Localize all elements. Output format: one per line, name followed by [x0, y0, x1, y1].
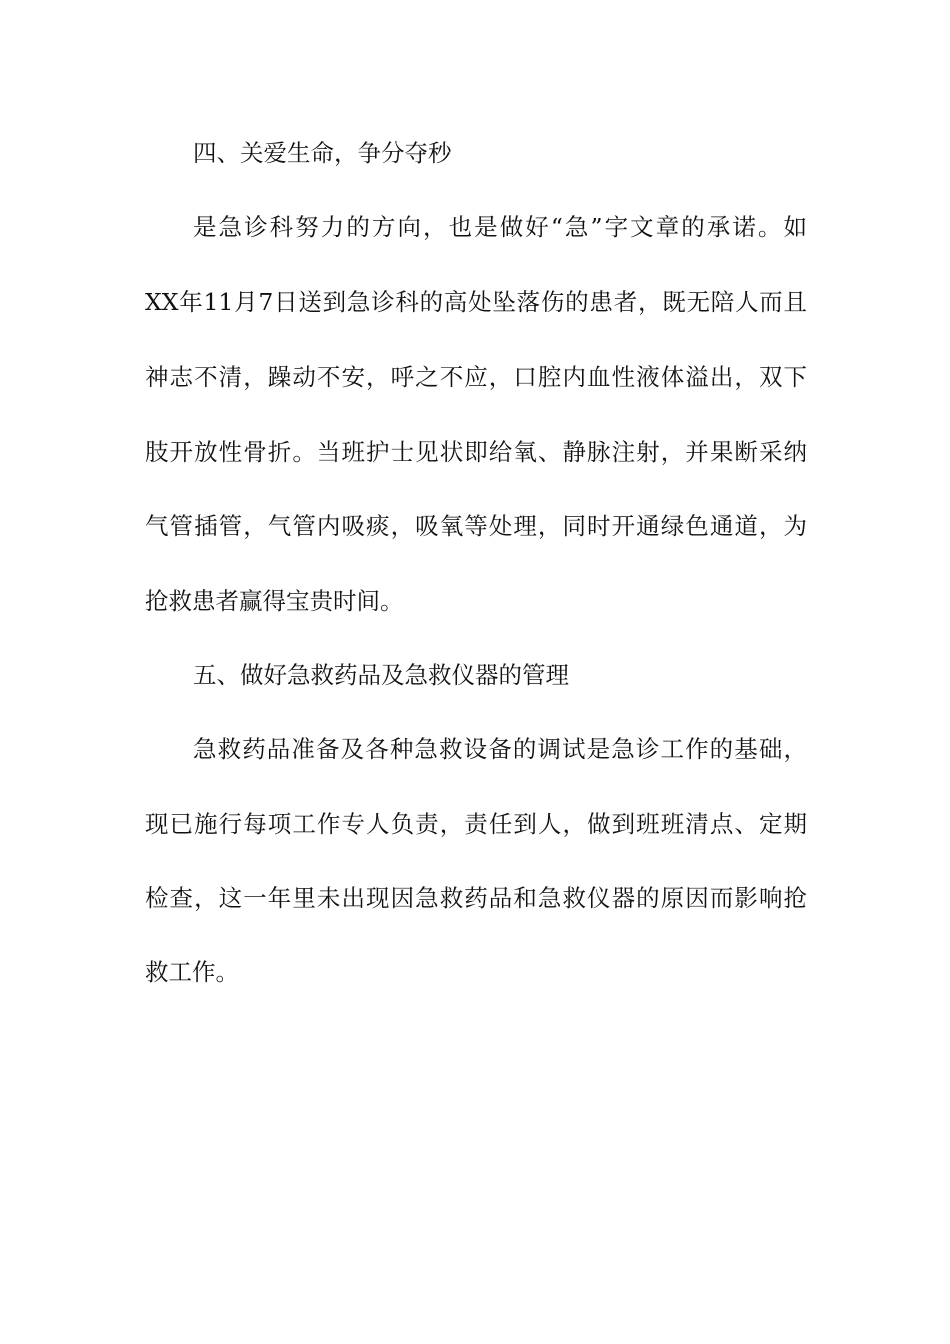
section-heading-5: 五、做好急救药品及急救仪器的管理 [193, 661, 569, 689]
section-heading-4: 四、关爱生命，争分夺秒 [193, 139, 452, 167]
paragraph-line: 气管插管，气管内吸痰，吸氧等处理，同时开通绿色通道，为 [145, 512, 807, 540]
paragraph-line: 救工作。 [145, 958, 239, 986]
paragraph-line: 肢开放性骨折。当班护士见状即给氧、静脉注射，并果断采纳 [145, 438, 807, 466]
paragraph-line: 是急诊科努力的方向，也是做好“急”字文章的承诺。如 [193, 213, 807, 241]
paragraph-line: 检查，这一年里未出现因急救药品和急救仪器的原因而影响抢 [145, 884, 807, 912]
paragraph-line: 现已施行每项工作专人负责，责任到人，做到班班清点、定期 [145, 810, 807, 838]
paragraph-line: 急救药品准备及各种急救设备的调试是急诊工作的基础， [193, 735, 807, 763]
paragraph-line: XX年11月7日送到急诊科的高处坠落伤的患者，既无陪人而且 [145, 288, 807, 316]
paragraph-line: 神志不清，躁动不安，呼之不应，口腔内血性液体溢出，双下 [145, 363, 807, 391]
paragraph-line: 抢救患者赢得宝贵时间。 [145, 587, 404, 615]
